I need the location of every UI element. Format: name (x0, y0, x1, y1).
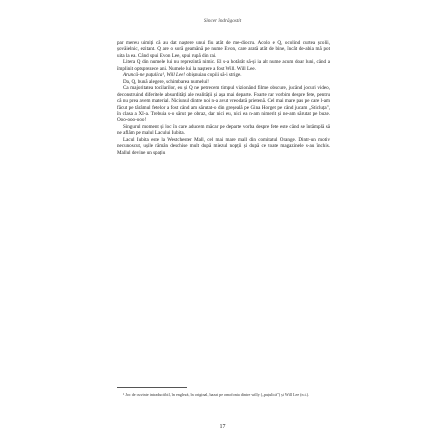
paragraph-3-italic: Aruncă-ne puțulica¹, Will Lee! (123, 72, 186, 79)
body-text (117, 40, 330, 156)
running-head: Sincer îndrăgostit (203, 18, 242, 24)
page-number: 17 (219, 424, 226, 430)
paragraph-2: Litera Q din numele lui nu reprezintă nimic. El s-a hotărât să-și ia alt nume acum doar luni, când a împlinit optsprezece ani. Numele lui la naștere a fost Will. Will Lee. (117, 59, 330, 72)
paragraph-5: Ca majoritatea tocilarilor, eu și Q ne petrecem timpul vizionând filme obscure, jucând jocuri video, deconstruind diferitele absurdități ale realității și așa mai departe. Foarte rar vorbim despre fete, pentru că nu prea avem material. Niciunul dintre noi n-a avut vreodată prietenă. Cel mai mare pas pe care l-am făcut pe tărâmul fetelor a fost când am sărutat-o din greșeală pe Gina Horget pe când jucam „Sticluța", în clasa a XI-a. Trebuia s-o sărut pe obraz, dar nici eu, nici ea n-am nimerit și ne-am sărutat pe buze. Ooo-ooo-ooo! (117, 85, 330, 124)
footnote-text: ¹ Joc de cuvinte intraductibil, în engleză, în original, bazat pe omofonia dintre willy („puțulică") și Will Lee (n.t.). (123, 392, 310, 397)
paragraph-6: Singurul moment și loc în care aducem măcar pe departe vorba despre fete este când se întâmplă să ne aflăm pe malul Lacului Iubita. (117, 123, 330, 137)
paragraph-3-rest: obișnuiau copiii să-i strige. (185, 72, 242, 79)
paragraph-4: Da, Q, bună alegere, schimbarea numelui! (123, 78, 209, 85)
footnote (117, 392, 330, 397)
paragraph-1: par mereu uimiți că au dat naștere unui fiu atât de me-diocru. Acolo e Q, ocolind curtea școlii, șovăielnic, ezitant. Q are o soră geamănă pe nume Evon, care arată atât de bine, încât de-abia mă pot uita la ea. Când spui Evon Lee, spui rupă din rai. (117, 40, 330, 59)
paragraph-7: Lacul Iubita este la Westchester Mall, cel mai mare mall din comitatul Orange. Dintr-un motiv necunoscut, ușile rămân deschise mult după miezul nopții și după ce toate magazinele s-au închis. Mallul devine un spațiu (117, 136, 330, 156)
footnote-divider (117, 387, 187, 388)
